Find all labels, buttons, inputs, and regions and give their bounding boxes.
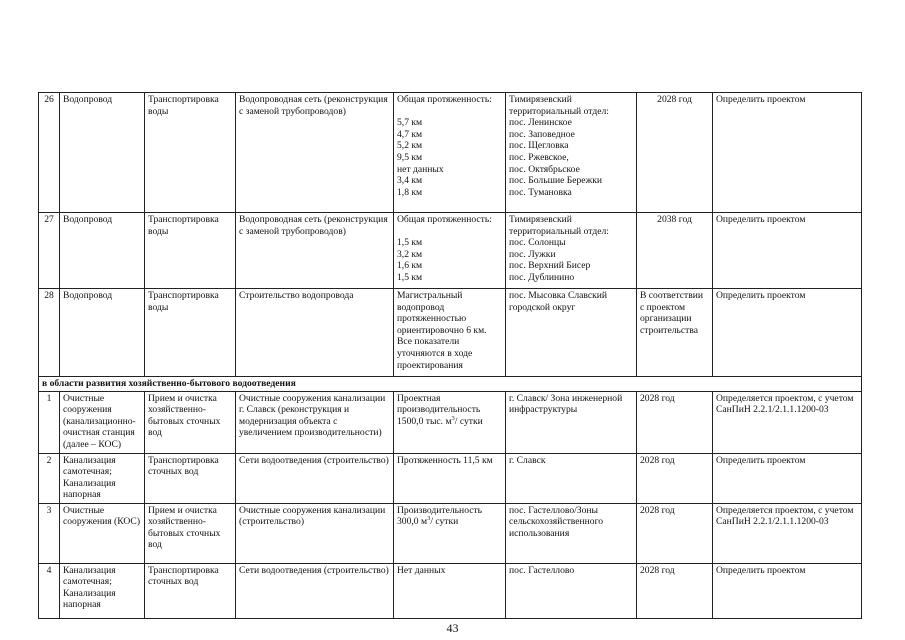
object-type: Очистные сооружения (КОС) xyxy=(60,503,145,563)
object-purpose: Транспортировка воды xyxy=(145,289,236,377)
object-purpose: Транспортировка воды xyxy=(145,93,236,213)
params-text: Производительность 300,0 м xyxy=(397,504,483,528)
infrastructure-table xyxy=(38,92,862,619)
object-location: Тимирязевский территориальный отдел: пос. Солонцы пос. Лужки пос. Верхний Бисер пос. Дублинино xyxy=(506,213,637,289)
object-zone: Определяется проектом, с учетом СанПиН 2.2.1/2.1.1.1200-03 xyxy=(713,503,862,563)
object-location: г. Славск/ Зона инженерной инфраструктуры xyxy=(506,391,637,453)
object-location: г. Славск xyxy=(506,453,637,503)
row-number: 2 xyxy=(39,453,60,503)
object-location: Тимирязевский территориальный отдел: пос. Ленинское пос. Заповедное пос. Щегловка пос. Ржевское, пос. Октябрьское пос. Большие Бережки пос. Тумановка xyxy=(506,93,637,213)
object-year: 2028 год xyxy=(637,391,713,453)
object-type: Канализация самотечная; Канализация напорная xyxy=(60,563,145,618)
object-name: Сети водоотведения (строительство) xyxy=(236,563,394,618)
row-number: 27 xyxy=(39,213,60,289)
params-text: Протяженность 11,5 км xyxy=(397,454,493,466)
params-unit-tail: / сутки xyxy=(454,415,483,427)
row-number: 1 xyxy=(39,391,60,453)
table-row xyxy=(39,503,862,563)
object-year: 2028 год xyxy=(637,563,713,618)
object-zone: Определить проектом xyxy=(713,93,862,213)
row-number: 3 xyxy=(39,503,60,563)
object-type: Водопровод xyxy=(60,213,145,289)
object-purpose: Прием и очистка хозяйственно-бытовых сточных вод xyxy=(145,503,236,563)
object-year: 2028 год xyxy=(637,453,713,503)
object-name: Очистные сооружения канализации г. Славск (реконструкция и модернизация объекта с увеличением производительности) xyxy=(236,391,394,453)
table-row xyxy=(39,289,862,377)
params-text: Нет данных xyxy=(397,564,446,576)
row-number: 26 xyxy=(39,93,60,213)
object-params: Общая протяженность: 5,7 км 4,7 км 5,2 км 9,5 км нет данных 3,4 км 1,8 км xyxy=(394,93,506,213)
table-row xyxy=(39,453,862,503)
object-name: Строительство водопровода xyxy=(236,289,394,377)
object-type: Водопровод xyxy=(60,289,145,377)
params-unit-tail: / сутки xyxy=(430,516,459,528)
object-name: Сети водоотведения (строительство) xyxy=(236,453,394,503)
table-row xyxy=(39,93,862,213)
row-number: 4 xyxy=(39,563,60,618)
object-params xyxy=(394,563,506,618)
object-zone: Определить проектом xyxy=(713,289,862,377)
object-location: пос. Гастеллово xyxy=(506,563,637,618)
table-row xyxy=(39,213,862,289)
object-zone: Определить проектом xyxy=(713,213,862,289)
object-year: 2038 год xyxy=(637,213,713,289)
object-params xyxy=(394,503,506,563)
section-title: в области развития хозяйственно-бытового водоотведения xyxy=(39,377,862,392)
object-year: 2028 год xyxy=(637,503,713,563)
object-type: Канализация самотечная; Канализация напорная xyxy=(60,453,145,503)
object-name: Очистные сооружения канализации (строительство) xyxy=(236,503,394,563)
object-type: Водопровод xyxy=(60,93,145,213)
object-type: Очистные сооружения (канализационно-очистная станция (далее – КОС) xyxy=(60,391,145,453)
object-purpose: Транспортировка воды xyxy=(145,213,236,289)
page-number: 43 xyxy=(446,621,459,635)
object-purpose: Прием и очистка хозяйственно-бытовых сточных вод xyxy=(145,391,236,453)
table-row xyxy=(39,391,862,453)
object-zone: Определить проектом xyxy=(713,563,862,618)
object-location: пос. Мысовка Славский городской округ xyxy=(506,289,637,377)
object-purpose: Транспортировка сточных вод xyxy=(145,453,236,503)
object-year: В соответствии с проектом организации строительства xyxy=(637,289,713,377)
object-params: Магистральный водопровод протяженностью ориентировочно 6 км. Все показатели уточняются в ходе проектирования xyxy=(394,289,506,377)
params-superscript: 3 xyxy=(451,414,455,422)
object-params: Общая протяженность: 1,5 км 3,2 км 1,6 км 1,5 км xyxy=(394,213,506,289)
object-location: пос. Гастеллово/Зоны сельскохозяйственного использования xyxy=(506,503,637,563)
object-params xyxy=(394,453,506,503)
table-row xyxy=(39,563,862,618)
object-zone: Определяется проектом, с учетом СанПиН 2.2.1/2.1.1.1200-03 xyxy=(713,391,862,453)
object-params xyxy=(394,391,506,453)
row-number: 28 xyxy=(39,289,60,377)
section-header-row xyxy=(39,377,862,392)
object-purpose: Транспортировка сточных вод xyxy=(145,563,236,618)
object-name: Водопроводная сеть (реконструкция с заменой трубопроводов) xyxy=(236,213,394,289)
params-text: Проектная производительность 1500,0 тыс. м xyxy=(397,392,481,427)
object-year: 2028 год xyxy=(637,93,713,213)
object-zone: Определить проектом xyxy=(713,453,862,503)
object-name: Водопроводная сеть (реконструкция с заменой трубопроводов) xyxy=(236,93,394,213)
params-superscript: 3 xyxy=(427,515,431,522)
